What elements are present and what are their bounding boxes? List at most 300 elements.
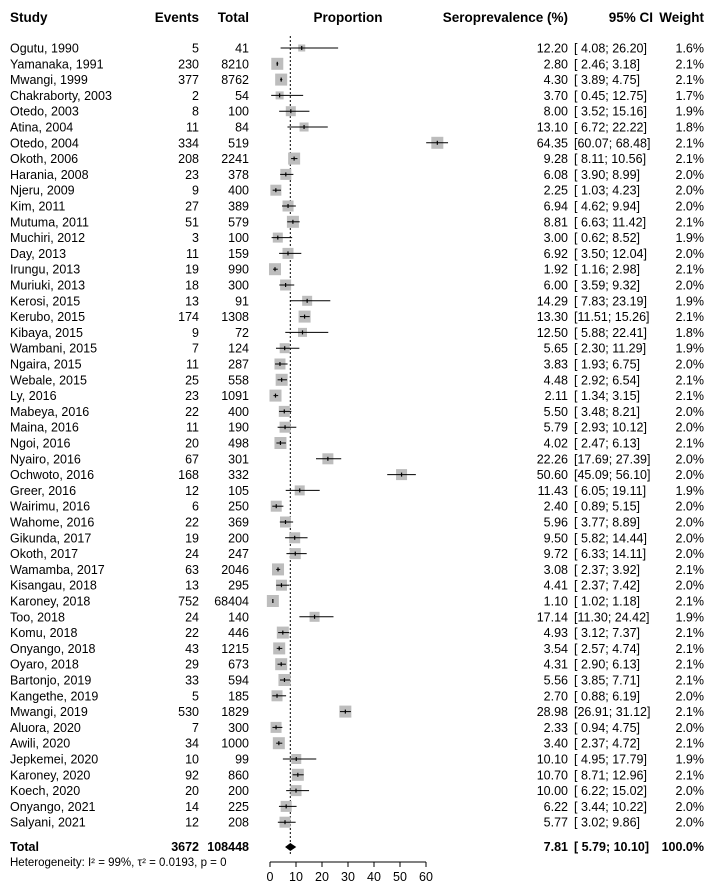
study-estimate: 6.92	[543, 246, 568, 261]
table-row	[10, 547, 704, 561]
study-estimate: 2.11	[544, 389, 568, 404]
x-tick-label: 20	[315, 870, 329, 884]
study-weight: 1.8%	[675, 120, 704, 135]
study-weight: 1.9%	[675, 341, 704, 356]
study-estimate: 9.28	[543, 152, 568, 167]
study-estimate: 50.60	[536, 468, 568, 483]
study-total: 200	[228, 531, 249, 546]
study-weight: 1.9%	[675, 752, 704, 767]
study-events: 22	[185, 515, 199, 530]
study-estimate: 5.79	[543, 420, 568, 435]
study-label: Too, 2018	[10, 610, 65, 625]
study-total: 673	[228, 657, 249, 672]
study-ci: [ 1.03; 4.23]	[574, 183, 641, 198]
table-row	[10, 184, 704, 198]
table-row	[10, 310, 704, 324]
study-weight: 2.1%	[675, 736, 704, 751]
study-label: Day, 2013	[10, 246, 67, 261]
study-total: 247	[228, 547, 249, 562]
study-ci: [ 1.93; 6.75]	[574, 357, 641, 372]
summary-weight: 100.0%	[661, 840, 704, 854]
study-weight: 1.9%	[675, 294, 704, 309]
study-estimate: 5.77	[543, 815, 568, 830]
study-events: 168	[178, 468, 199, 483]
table-row	[10, 500, 704, 514]
study-events: 63	[185, 562, 199, 577]
study-total: 287	[228, 357, 249, 372]
study-events: 530	[178, 705, 199, 720]
study-events: 752	[178, 594, 199, 609]
study-ci: [ 3.59; 9.32]	[574, 278, 641, 293]
heterogeneity-text: Heterogeneity: I² = 99%, τ² = 0.0193, p = 0	[10, 857, 227, 869]
summary-events: 3672	[171, 840, 199, 854]
table-row	[10, 768, 704, 782]
table-row	[10, 57, 704, 71]
study-ci: [11.51; 15.26]	[574, 310, 650, 325]
study-ci: [ 3.48; 8.21]	[574, 404, 641, 419]
table-row	[10, 105, 704, 119]
study-events: 27	[185, 199, 199, 214]
study-events: 34	[185, 736, 199, 751]
study-estimate: 8.81	[543, 215, 568, 230]
study-weight: 2.1%	[675, 626, 704, 641]
study-weight: 2.0%	[675, 452, 704, 467]
study-label: Wamamba, 2017	[10, 562, 105, 577]
study-estimate: 2.80	[543, 57, 568, 72]
study-weight: 2.1%	[675, 641, 704, 656]
table-row	[10, 484, 704, 498]
study-events: 6	[192, 499, 199, 514]
study-weight: 2.0%	[675, 499, 704, 514]
table-row	[10, 468, 704, 482]
study-estimate: 3.54	[543, 641, 568, 656]
study-total: 200	[228, 784, 249, 799]
study-events: 11	[186, 357, 199, 372]
table-row	[10, 200, 704, 214]
study-weight: 1.8%	[675, 325, 704, 340]
study-label: Muchiri, 2012	[10, 231, 86, 246]
table-row	[10, 215, 704, 229]
header-weight: Weight	[659, 10, 704, 25]
study-ci: [ 3.90; 8.99]	[574, 167, 641, 182]
study-estimate: 6.00	[543, 278, 568, 293]
study-weight: 2.1%	[675, 152, 704, 167]
study-ci: [ 7.83; 23.19]	[574, 294, 647, 309]
study-label: Okoth, 2006	[10, 152, 79, 167]
study-events: 24	[185, 610, 199, 625]
study-weight: 2.0%	[675, 515, 704, 530]
study-events: 20	[185, 436, 199, 451]
table-row	[10, 610, 704, 624]
study-estimate: 8.00	[543, 104, 568, 119]
study-total: 140	[228, 610, 249, 625]
study-weight: 2.1%	[675, 136, 704, 151]
study-label: Wambani, 2015	[10, 341, 98, 356]
study-ci: [ 4.95; 17.79]	[574, 752, 647, 767]
study-ci: [ 8.11; 10.56]	[574, 152, 647, 167]
study-label: Nyairo, 2016	[10, 452, 81, 467]
study-ci: [ 2.90; 6.13]	[574, 657, 641, 672]
study-estimate: 2.25	[543, 183, 568, 198]
study-label: Okoth, 2017	[10, 547, 79, 562]
study-estimate: 22.26	[536, 452, 568, 467]
study-weight: 2.1%	[675, 215, 704, 230]
study-events: 92	[185, 768, 199, 783]
study-events: 14	[185, 799, 199, 814]
study-total: 99	[235, 752, 249, 767]
study-estimate: 4.31	[543, 657, 568, 672]
study-total: 84	[235, 120, 249, 135]
study-weight: 2.0%	[675, 531, 704, 546]
table-row	[10, 358, 704, 372]
table-row	[10, 737, 704, 751]
study-rows	[10, 42, 704, 830]
study-total: 594	[228, 673, 249, 688]
study-ci: [11.30; 24.42]	[574, 610, 650, 625]
study-events: 24	[185, 547, 199, 562]
study-label: Webale, 2015	[10, 373, 87, 388]
table-row	[10, 579, 704, 593]
study-weight: 2.0%	[675, 167, 704, 182]
study-label: Kerubo, 2015	[10, 310, 86, 325]
study-total: 332	[228, 468, 249, 483]
study-estimate: 28.98	[536, 705, 568, 720]
study-weight: 2.0%	[675, 357, 704, 372]
table-row	[10, 89, 704, 103]
table-row	[10, 705, 704, 719]
study-ci: [ 3.12; 7.37]	[574, 626, 641, 641]
study-total: 558	[228, 373, 249, 388]
table-row	[10, 800, 704, 814]
study-events: 208	[178, 152, 199, 167]
study-weight: 1.9%	[675, 610, 704, 625]
study-label: Jepkemei, 2020	[10, 752, 99, 767]
study-label: Karoney, 2020	[10, 768, 91, 783]
study-total: 498	[228, 436, 249, 451]
table-row	[10, 121, 704, 135]
study-total: 91	[235, 294, 249, 309]
study-weight: 2.0%	[675, 246, 704, 261]
study-estimate: 14.29	[536, 294, 568, 309]
study-ci: [ 3.85; 7.71]	[574, 673, 641, 688]
study-total: 1308	[221, 310, 249, 325]
table-row	[10, 136, 704, 150]
table-row	[10, 373, 704, 387]
study-events: 12	[185, 483, 199, 498]
study-events: 11	[186, 420, 199, 435]
summary-row	[10, 840, 704, 869]
study-weight: 2.1%	[675, 673, 704, 688]
table-row	[10, 658, 704, 672]
study-label: Karoney, 2018	[10, 594, 91, 609]
study-events: 3	[192, 231, 199, 246]
study-label: Ly, 2016	[10, 389, 57, 404]
study-ci: [ 3.50; 12.04]	[574, 246, 647, 261]
study-estimate: 12.20	[536, 41, 568, 56]
study-events: 22	[185, 404, 199, 419]
table-row	[10, 279, 704, 293]
study-weight: 1.7%	[675, 88, 704, 103]
study-weight: 2.1%	[675, 562, 704, 577]
study-label: Gikunda, 2017	[10, 531, 92, 546]
study-events: 8	[192, 104, 199, 119]
table-row	[10, 73, 704, 87]
study-total: 8210	[221, 57, 249, 72]
x-tick-label: 10	[289, 870, 303, 884]
study-events: 18	[185, 278, 199, 293]
study-total: 519	[228, 136, 249, 151]
table-row	[10, 563, 704, 577]
study-estimate: 6.94	[543, 199, 568, 214]
study-label: Chakraborty, 2003	[10, 88, 112, 103]
study-total: 190	[228, 420, 249, 435]
study-events: 5	[192, 41, 199, 56]
summary-total: 108448	[207, 840, 249, 854]
study-events: 13	[185, 294, 199, 309]
study-events: 9	[192, 183, 199, 198]
study-ci: [ 3.52; 15.16]	[574, 104, 647, 119]
study-estimate: 5.96	[543, 515, 568, 530]
study-ci: [17.69; 27.39]	[574, 452, 651, 467]
study-weight: 1.9%	[675, 104, 704, 119]
summary-diamond	[285, 843, 296, 851]
study-weight: 1.6%	[675, 41, 704, 56]
study-total: 54	[235, 88, 249, 103]
study-label: Bartonjo, 2019	[10, 673, 92, 688]
study-ci: [ 6.63; 11.42]	[574, 215, 647, 230]
study-ci: [ 2.57; 4.74]	[574, 641, 641, 656]
study-label: Yamanaka, 1991	[10, 57, 104, 72]
study-ci: [ 4.08; 26.20]	[574, 41, 647, 56]
study-label: Mutuma, 2011	[10, 215, 89, 230]
table-row	[10, 263, 704, 277]
study-label: Kerosi, 2015	[10, 294, 81, 309]
study-events: 377	[178, 73, 199, 88]
study-ci: [ 6.33; 14.11]	[574, 547, 647, 562]
study-events: 12	[185, 815, 199, 830]
study-weight: 2.0%	[675, 468, 704, 483]
study-label: Koech, 2020	[10, 784, 81, 799]
study-events: 23	[185, 167, 199, 182]
study-total: 378	[228, 167, 249, 182]
summary-estimate: 7.81	[543, 840, 568, 854]
study-estimate: 64.35	[536, 136, 568, 151]
study-ci: [ 2.37; 3.92]	[574, 562, 641, 577]
study-label: Mwangi, 1999	[10, 73, 88, 88]
study-estimate: 10.10	[536, 752, 568, 767]
study-label: Kibaya, 2015	[10, 325, 83, 340]
study-label: Mwangi, 2019	[10, 705, 88, 720]
study-weight: 2.0%	[675, 784, 704, 799]
study-ci: [ 6.72; 22.22]	[574, 120, 647, 135]
study-events: 230	[178, 57, 199, 72]
study-total: 72	[235, 325, 249, 340]
table-row	[10, 231, 704, 245]
study-weight: 2.0%	[675, 278, 704, 293]
study-events: 334	[178, 136, 199, 151]
study-ci: [ 1.16; 2.98]	[574, 262, 641, 277]
table-row	[10, 816, 704, 830]
study-ci: [60.07; 68.48]	[574, 136, 651, 151]
study-ci: [ 3.77; 8.89]	[574, 515, 641, 530]
study-label: Komu, 2018	[10, 626, 78, 641]
study-ci: [ 2.93; 10.12]	[574, 420, 647, 435]
study-estimate: 1.10	[543, 594, 568, 609]
study-weight: 2.0%	[675, 720, 704, 735]
study-total: 389	[228, 199, 249, 214]
study-label: Irungu, 2013	[10, 262, 81, 277]
study-ci: [ 2.47; 6.13]	[574, 436, 641, 451]
study-estimate: 5.50	[543, 404, 568, 419]
study-total: 1091	[221, 389, 249, 404]
study-label: Otedo, 2004	[10, 136, 79, 151]
study-events: 67	[185, 452, 199, 467]
table-row	[10, 531, 704, 545]
study-total: 105	[228, 483, 249, 498]
table-row	[10, 721, 704, 735]
study-total: 124	[228, 341, 249, 356]
study-label: Onyango, 2021	[10, 799, 96, 814]
table-row	[10, 247, 704, 261]
study-estimate: 4.48	[543, 373, 568, 388]
table-row	[10, 626, 704, 640]
study-total: 100	[228, 104, 249, 119]
study-estimate: 3.83	[543, 357, 568, 372]
study-estimate: 2.40	[543, 499, 568, 514]
table-row	[10, 342, 704, 356]
study-ci: [ 0.94; 4.75]	[574, 720, 641, 735]
study-weight: 2.1%	[675, 768, 704, 783]
study-weight: 2.0%	[675, 420, 704, 435]
study-weight: 1.9%	[675, 483, 704, 498]
x-tick-label: 40	[367, 870, 381, 884]
study-label: Aluora, 2020	[10, 720, 81, 735]
study-estimate: 9.50	[543, 531, 568, 546]
study-estimate: 12.50	[536, 325, 568, 340]
study-events: 43	[185, 641, 199, 656]
study-events: 10	[185, 752, 199, 767]
study-weight: 2.0%	[675, 199, 704, 214]
study-total: 400	[228, 183, 249, 198]
study-events: 19	[185, 531, 199, 546]
table-row	[10, 437, 704, 451]
study-weight: 2.1%	[675, 373, 704, 388]
x-axis	[267, 862, 433, 884]
study-ci: [ 1.34; 3.15]	[574, 389, 641, 404]
study-ci: [ 1.02; 1.18]	[574, 594, 641, 609]
study-label: Maina, 2016	[10, 420, 79, 435]
study-label: Wairimu, 2016	[10, 499, 91, 514]
study-ci: [ 6.05; 19.11]	[574, 483, 647, 498]
header-study: Study	[10, 10, 48, 25]
study-weight: 2.0%	[675, 689, 704, 704]
table-row	[10, 753, 704, 767]
summary-ci: [ 5.79; 10.10]	[574, 840, 650, 854]
study-ci: [ 0.62; 8.52]	[574, 231, 641, 246]
study-ci: [ 3.02; 9.86]	[574, 815, 641, 830]
study-total: 1829	[221, 705, 249, 720]
study-estimate: 2.70	[543, 689, 568, 704]
study-total: 159	[228, 246, 249, 261]
table-row	[10, 452, 704, 466]
study-estimate: 1.92	[543, 262, 568, 277]
table-row	[10, 168, 704, 182]
study-total: 990	[228, 262, 249, 277]
study-label: Otedo, 2003	[10, 104, 79, 119]
study-label: Ngoi, 2016	[10, 436, 71, 451]
study-events: 19	[185, 262, 199, 277]
study-weight: 2.1%	[675, 73, 704, 88]
study-estimate: 5.65	[543, 341, 568, 356]
study-weight: 2.0%	[675, 578, 704, 593]
study-estimate: 9.72	[543, 547, 568, 562]
study-total: 225	[228, 799, 249, 814]
study-ci: [ 0.88; 6.19]	[574, 689, 641, 704]
study-label: Njeru, 2009	[10, 183, 75, 198]
study-total: 579	[228, 215, 249, 230]
study-estimate: 10.00	[536, 784, 568, 799]
study-total: 2241	[221, 152, 249, 167]
study-estimate: 13.30	[536, 310, 568, 325]
study-events: 29	[185, 657, 199, 672]
table-row	[10, 326, 704, 340]
study-label: Oyaro, 2018	[10, 657, 79, 672]
study-weight: 2.0%	[675, 404, 704, 419]
x-tick-label: 60	[419, 870, 433, 884]
study-events: 9	[192, 325, 199, 340]
study-ci: [ 2.46; 3.18]	[574, 57, 641, 72]
study-events: 25	[185, 373, 199, 388]
study-ci: [ 0.45; 12.75]	[574, 88, 647, 103]
study-ci: [ 2.30; 11.29]	[574, 341, 647, 356]
study-ci: [ 2.37; 7.42]	[574, 578, 641, 593]
study-estimate: 6.22	[543, 799, 568, 814]
study-ci: [ 4.62; 9.94]	[574, 199, 641, 214]
study-events: 2	[192, 88, 199, 103]
study-weight: 2.1%	[675, 436, 704, 451]
header-ci: 95% CI	[608, 10, 653, 25]
study-weight: 2.1%	[675, 310, 704, 325]
study-label: Onyango, 2018	[10, 641, 96, 656]
header-events: Events	[154, 10, 199, 25]
study-weight: 2.1%	[675, 389, 704, 404]
study-events: 33	[185, 673, 199, 688]
study-label: Awili, 2020	[10, 736, 71, 751]
study-ci: [ 3.44; 10.22]	[574, 799, 647, 814]
study-total: 369	[228, 515, 249, 530]
study-label: Mabeya, 2016	[10, 404, 90, 419]
study-estimate: 3.40	[543, 736, 568, 751]
study-events: 5	[192, 689, 199, 704]
study-total: 1215	[221, 641, 249, 656]
study-ci: [ 6.22; 15.02]	[574, 784, 647, 799]
study-weight: 2.0%	[675, 547, 704, 562]
study-events: 7	[192, 341, 199, 356]
study-events: 51	[185, 215, 199, 230]
study-weight: 2.0%	[675, 815, 704, 830]
header-total: Total	[217, 10, 249, 25]
study-total: 295	[228, 578, 249, 593]
x-tick-label: 30	[341, 870, 355, 884]
study-estimate: 4.41	[543, 578, 568, 593]
study-label: Kangethe, 2019	[10, 689, 99, 704]
study-events: 7	[192, 720, 199, 735]
study-events: 11	[186, 120, 199, 135]
study-weight: 2.1%	[675, 594, 704, 609]
study-total: 860	[228, 768, 249, 783]
table-row	[10, 405, 704, 419]
table-row	[10, 674, 704, 688]
